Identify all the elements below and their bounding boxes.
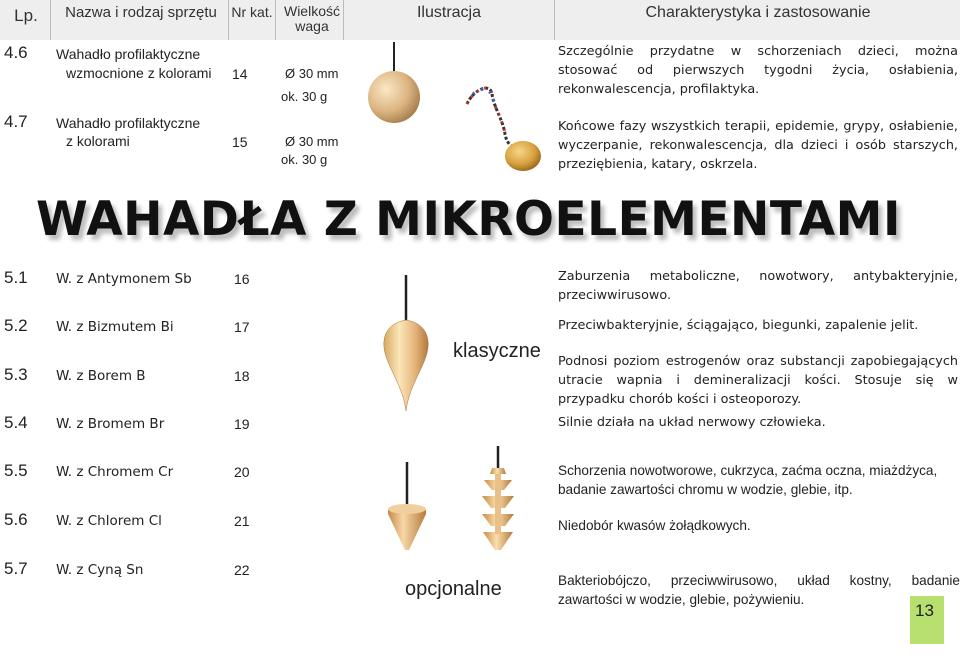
classic-label: klasyczne: [453, 340, 541, 362]
row-lp: 5.5: [4, 461, 28, 480]
row-name: W. z Chromem Cr: [56, 464, 174, 480]
golden-ball: [505, 141, 541, 171]
row-lp: 5.3: [4, 365, 28, 384]
header-lp: Lp.: [14, 6, 38, 25]
row-description: Podnosi poziom estrogenów oraz substancji zapobiegających utracie wapnia i demineralizacji kości. Stosuje się w przypadku chorób kości i osteoporozy.: [558, 354, 958, 407]
row-weight: ok. 30 g: [281, 89, 328, 104]
row-cat: 22: [234, 562, 250, 578]
row-name: Wahadło profilaktyczne: [56, 46, 201, 62]
divider: [554, 0, 555, 40]
row-description: Schorzenia nowotworowe, cukrzyca, zaćma oczna, miażdżyca, badanie zawartości chromu w wodzie, glebie, itp.: [558, 463, 938, 497]
row-cat: 17: [234, 319, 250, 335]
row-lp: 5.4: [4, 413, 28, 432]
row-cat: 14: [232, 66, 248, 82]
row-size: Ø 30 mm: [285, 134, 339, 149]
row-name: W. z Bromem Br: [56, 416, 165, 432]
row-name: W. z Chlorem Cl: [56, 513, 162, 529]
classic-pendulum-icon: [375, 275, 445, 415]
row-lp: 5.7: [4, 559, 28, 578]
row-description: Bakteriobójczo, przeciwwirusowo, układ kostny, badanie zawartości w wodzie, glebie, pożywieniu.: [558, 573, 960, 607]
row-name: z kolorami: [66, 133, 130, 149]
row-description: Końcowe fazy wszystkich terapii, epidemie, grypy, osłabienie, wyczerpanie, rekonwalescencja, dla dzieci i osób starszych, przeziębienia, katary, oskrzela.: [558, 119, 958, 172]
page-number-badge: [910, 596, 944, 644]
optional-label: opcjonalne: [405, 578, 502, 600]
wooden-ball: [368, 71, 420, 123]
optional-pendulum-icon: [380, 462, 436, 554]
row-cat: 20: [234, 464, 250, 480]
header-description: Charakterystyka i zastosowanie: [645, 4, 871, 21]
row-description: Niedobór kwasów żołądkowych.: [558, 518, 751, 533]
row-weight: ok. 30 g: [281, 152, 328, 167]
row-description: Zaburzenia metaboliczne, nowotwory, antybakteryjnie, przeciwwirusowo.: [558, 269, 958, 303]
row-description: Szczególnie przydatne w schorzeniach dzieci, można stosować od pierwszych tygodni życia, osłabienia, rekonwalescencja, profilaktyka.: [558, 44, 958, 97]
row-lp: 5.6: [4, 510, 28, 529]
row-size: Ø 30 mm: [285, 66, 339, 81]
row-cat: 18: [234, 368, 250, 384]
page-number: 13: [915, 601, 934, 620]
header-cat: Nr kat.: [231, 4, 273, 20]
header-size: Wielkość waga: [283, 3, 340, 34]
row-name: wzmocnione z kolorami: [66, 65, 212, 81]
row-description: Przeciwbakteryjnie, ściągająco, biegunki, zapalenie jelit.: [558, 318, 919, 333]
row-name: Wahadło profilaktyczne: [56, 115, 201, 131]
row-cat: 21: [234, 513, 250, 529]
row-cat: 16: [234, 271, 250, 287]
row-cat: 19: [234, 416, 250, 432]
row-lp: 4.7: [4, 112, 28, 131]
row-lp: 5.1: [4, 268, 28, 287]
row-name: W. z Cyną Sn: [56, 562, 144, 578]
header-illustration: Ilustracja: [416, 4, 482, 21]
row-cat: 15: [232, 134, 248, 150]
row-name: W. z Antymonem Sb: [56, 271, 192, 287]
header-name: Nazwa i rodzaj sprzętu: [65, 4, 217, 21]
row-description: Silnie działa na układ nerwowy człowieka.: [558, 415, 826, 430]
row-lp: 5.2: [4, 316, 28, 335]
row-name: W. z Bizmutem Bi: [56, 319, 174, 335]
pendulum-illustration-top: [355, 42, 555, 182]
divider: [50, 0, 51, 40]
row-name: W. z Borem B: [56, 368, 146, 384]
section-title: WAHADŁA Z MIKROELEMENTAMI: [36, 192, 901, 247]
row-lp: 4.6: [4, 43, 28, 62]
optional-stacked-pendulum-icon: [474, 446, 522, 556]
